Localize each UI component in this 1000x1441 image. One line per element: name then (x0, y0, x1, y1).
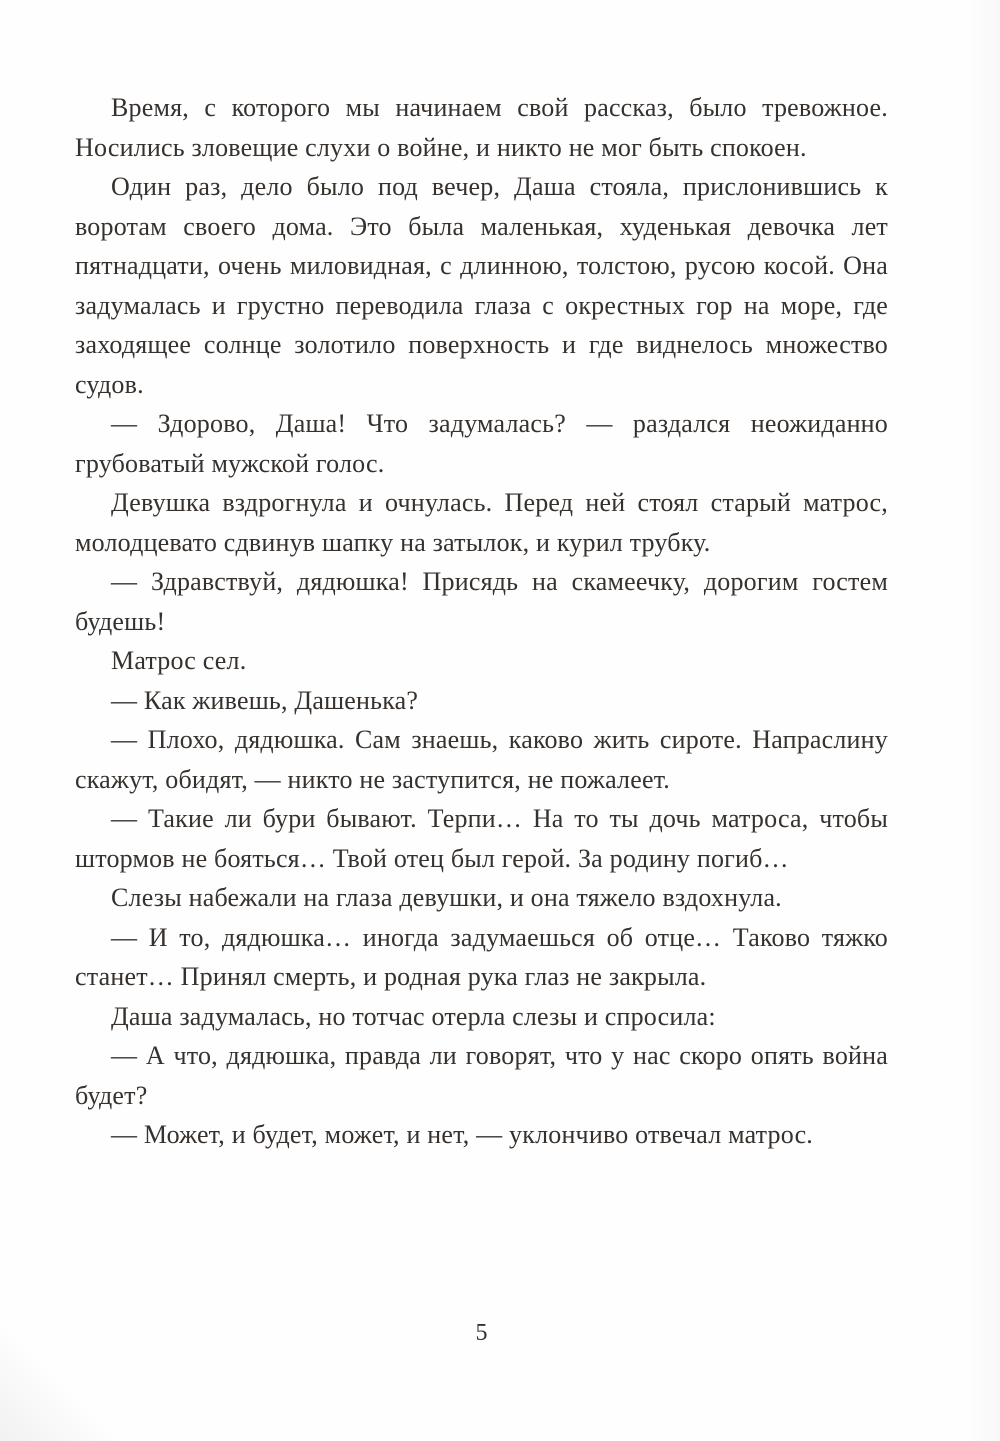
paragraph: — Здорово, Даша! Что задумалась? — раздался неожиданно грубоватый мужской голос. (75, 409, 888, 478)
paragraph: — Такие ли бури бывают. Терпи… На то ты дочь матроса, чтобы штормов не бояться… Твой отец был герой. За родину погиб… (75, 804, 888, 873)
paragraph: — Плохо, дядюшка. Сам знаешь, каково жить сироте. Напраслину скажут, обидят, — никто не заступится, не пожалеет. (75, 725, 888, 794)
paragraph: — А что, дядюшка, правда ли говорят, что у нас скоро опять война будет? (75, 1041, 888, 1110)
paragraph: Даша задумалась, но тотчас отерла слезы и спросила: (111, 1001, 716, 1031)
page-number: 5 (475, 1320, 488, 1346)
paragraph: — И то, дядюшка… иногда задумаешься об отце… Таково тяжко станет… Принял смерть, и родная рука глаз не закрыла. (75, 922, 888, 991)
paragraph: Время, с которого мы начинаем свой рассказ, было тревожное. Носились зловещие слухи о войне, и никто не мог быть спокоен. (75, 93, 888, 162)
paragraph: — Здравствуй, дядюшка! Присядь на скамеечку, дорогим гостем будешь! (75, 567, 888, 636)
paragraph: Один раз, дело было под вечер, Даша стояла, прислонившись к воротам своего дома. Это была маленькая, худенькая девочка лет пятнадцати, очень миловидная, с длинною, толстою, русою косой. Она задумалась и грустно переводила глаза с окрестных гор на море, где заходящее солнце золотило поверхность и где виднелось множество судов. (75, 172, 888, 399)
page-text (75, 88, 888, 1155)
paragraph: — Как живешь, Дашенька? (111, 685, 419, 715)
paragraph: — Может, и будет, может, и нет, — уклончиво отвечал матрос. (111, 1120, 814, 1149)
paragraph: Слезы набежали на глаза девушки, и она тяжело вздохнула. (111, 883, 782, 912)
paragraph: Девушка вздрогнула и очнулась. Перед ней стоял старый матрос, молодцевато сдвинув шапку на затылок, и курил трубку. (75, 488, 888, 557)
paragraph: Матрос сел. (111, 646, 247, 675)
